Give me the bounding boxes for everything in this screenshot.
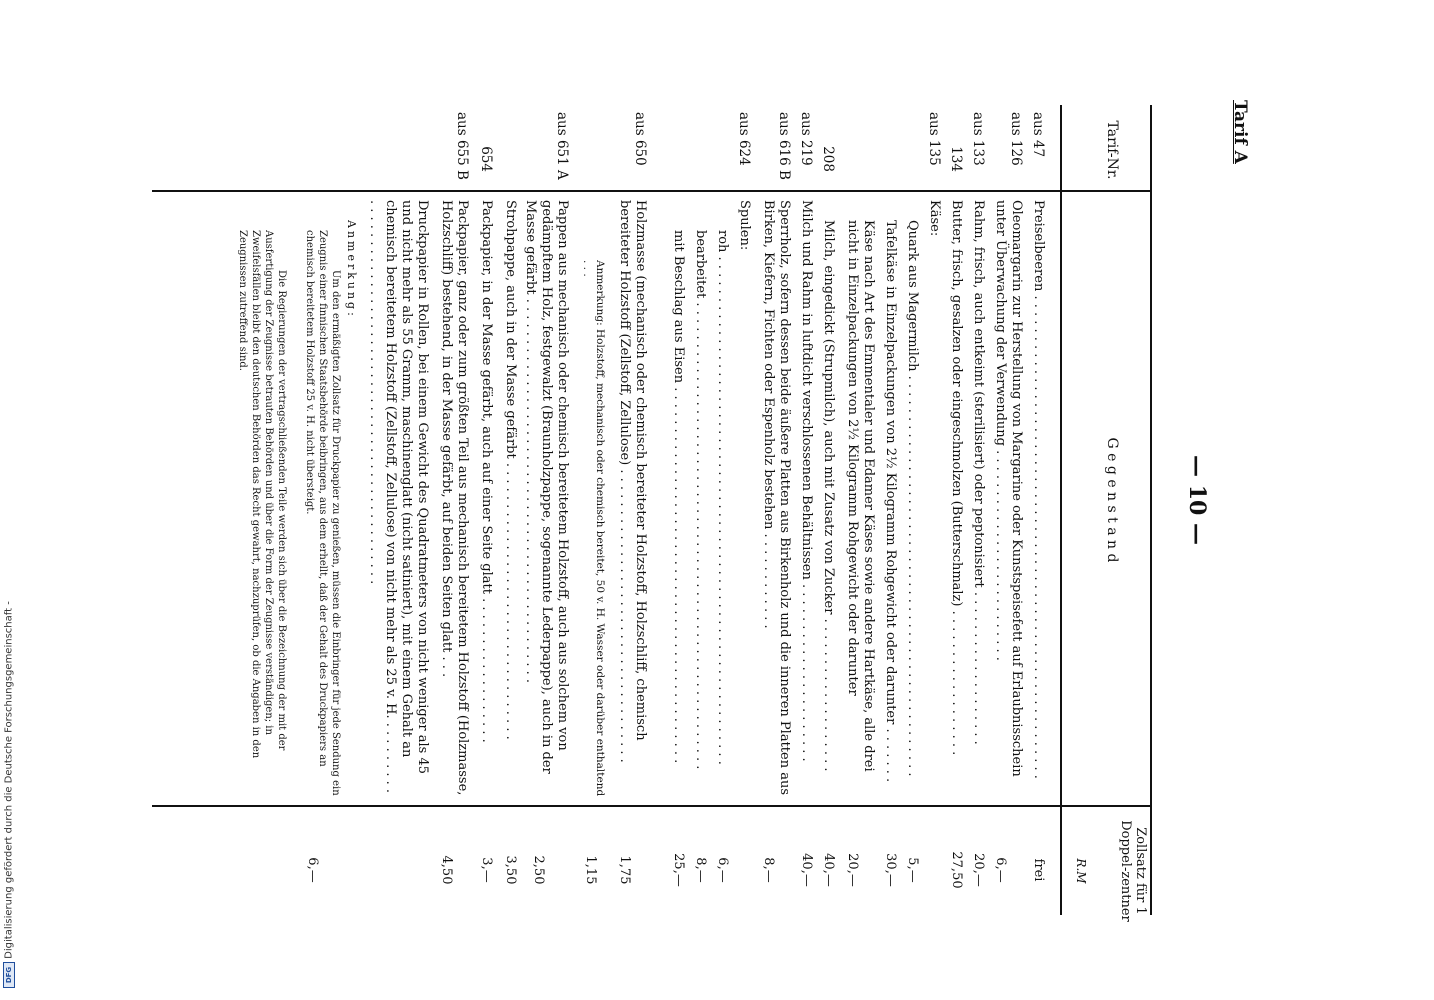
duty-value: 4,50 (439, 855, 454, 885)
tariff-nr: 208 (820, 146, 836, 172)
tariff-nr: aus 651 A (554, 112, 570, 180)
duty-value: 20,— (971, 853, 986, 887)
item-description: Milch und Rahm in luftdicht verschlossenen Behältnissen . . . . . . . . . . . . . . . . . . . . . . (799, 200, 814, 762)
page-number: — 10 — (1184, 455, 1210, 545)
tariff-nr: aus 135 (926, 112, 942, 166)
duty-value: 25,— (671, 853, 686, 887)
header-tarif-nr: Tarif-Nr. (1104, 120, 1120, 180)
item-description: Milch, eingedickt (Strupmilch), auch mit Zusatz von Zucker . . . . . . . . . . . . . . . . . . . (821, 220, 836, 772)
annotation-title: Anmerkung: (345, 220, 358, 319)
item-description: Käse: (927, 200, 942, 237)
item-description: Oleomargarin zur Herstellung von Margarine oder Kunstspeisefett auf Erlaubnisschein unter Überwachung der Verwendung . . . . . . . . . . . . . . . . . . . . . . . . . . (993, 200, 1024, 777)
item-description: Käse nach Art des Emmentaler und Edamer Käses sowie andere Hartkäse, alle drei nicht in Einzelpackungen von 2½ Kilogramm Rohgewicht oder darunter (845, 220, 876, 772)
duty-value: 8,— (693, 857, 708, 883)
item-description: Pappen aus mechanisch oder chemisch bereitetem Holzstoff, auch aus solchem von gedämpftem Holz, festgewalzt (Braunholzpappe, sogenannte Lederpappe), auch in der Masse gefärbt . . . . . . . . . . . . . . . . . . . . . . . . . . . . . . . . . . . . . . . . . . . . . . . (523, 200, 570, 774)
digitization-footer (2, 0, 16, 1000)
tariff-nr: aus 624 (736, 112, 752, 166)
duty-value: 8,— (761, 857, 776, 883)
duty-value: 40,— (799, 853, 814, 887)
annotation-paragraph: Die Regierungen der vertragschließenden Teile werden sich über die Bezeichnung der mit der Ausfertigung der Zeugnisse betrauten Behörden und über die Form der Zeugnisse verständigen; in Zweifelsfällen bleibt den deutschen Behörden das Recht gewahrt, nachzuprüfen, ob die Angaben in den Zeugnissen zutreffend sind. (237, 230, 287, 759)
tariff-nr: aus 650 (632, 112, 648, 166)
item-description: Butter, frisch, gesalzen oder eingeschmolzen (Butterschmalz) . . . . . . . . . . . . . . . . . . (949, 200, 964, 756)
tariff-nr: aus 133 (970, 112, 986, 166)
tariff-nr: aus 47 (1030, 112, 1046, 158)
item-description: Druckpapier in Rollen, bei einem Gewicht des Quadratmeters von nicht weniger als 45 und nicht mehr als 55 Gramm, maschinenglatt (nicht satiniert), mit einem Gehalt an chemisch bereitetem Holzstoff (Zellstoff, Zellulose) von nicht mehr als 25 v. H. . . . . . . . . . . . . . . . . . . . . . . . . . . . . . . . . . . . . . . . . . . . . . . . . . . . . . . . . (367, 200, 430, 794)
item-description: Strohpappe, auch in der Masse gefärbt . . . . . . . . . . . . . . . . . . . . . . . . . . . . . . . . . . (503, 200, 518, 740)
duty-value: 30,— (883, 853, 898, 887)
col-divider-nr (152, 190, 1152, 192)
tariff-nr: aus 219 (798, 112, 814, 166)
duty-value: 27,50 (949, 851, 964, 889)
tariff-nr: aus 616 B (776, 112, 792, 180)
item-description: bearbeitet . . . . . . . . . . . . . . . . . . . . . . . . . . . . . . . . . . . . . . . . . . . . . . . . . . . . . . . . . (693, 230, 708, 770)
tariff-nr: 654 (478, 146, 494, 172)
header-duty-unit: R.M (1074, 858, 1088, 884)
duty-value: 6,— (993, 857, 1008, 883)
tarif-title: Tarif A (1230, 100, 1250, 164)
table-top-rule (1150, 105, 1152, 915)
item-description: Tafelkäse in Einzelpackungen von 2½ Kilogramm Rohgewicht oder darunter . . . . . . . (883, 220, 898, 783)
tariff-nr: 134 (948, 146, 964, 172)
item-description: mit Beschlag aus Eisen . . . . . . . . . . . . . . . . . . . . . . . . . . . . . . . . . . . . . . . . . . . . . . (671, 230, 686, 764)
header-duty: Zollsatz für 1 Doppel-zentner (1118, 820, 1148, 922)
item-description: Packpapier, in der Masse gefärbt, auch auf einer Seite glatt . . . . . . . . . . . . . . . . . . (479, 200, 494, 743)
tariff-page (120, 0, 1260, 1000)
duty-value: 3,— (479, 857, 494, 883)
duty-value: 6,— (305, 857, 320, 883)
tariff-nr: aus 655 B (454, 112, 470, 180)
duty-value: frei (1031, 858, 1046, 882)
item-description: Spulen: (737, 200, 752, 251)
duty-value: 2,50 (531, 855, 546, 885)
col-divider-duty (152, 805, 1152, 807)
tariff-nr: aus 126 (1008, 112, 1024, 166)
duty-value: 20,— (845, 853, 860, 887)
duty-value: 1,15 (583, 855, 598, 885)
item-description: Sperrholz, sofern dessen beide äußere Platten aus Birkenholz und die inneren Platten aus Birken, Kiefern, Fichten oder Espenholz bestehen . . . . . . . . . . . . (761, 200, 792, 796)
dfg-logo-text: DFG (5, 966, 13, 984)
item-description: Quark aus Magermilch . . . . . . . . . . . . . . . . . . . . . . . . . . . . . . . . . . . . . . . . . . . . . . . . . (905, 220, 920, 777)
duty-value: 40,— (821, 853, 836, 887)
duty-value: 3,50 (503, 855, 518, 885)
item-description: Packpapier, ganz oder zum größten Teil aus mechanisch bereitetem Holzstoff (Holzmasse, Holzschliff) bestehend, in der Masse gefärbt, auf beiden Seiten glatt . . . (439, 200, 470, 796)
item-description: Holzmasse (mechanisch oder chemisch bereiteter Holzstoff, Holzschliff, chemisch bereiteter Holzstoff (Zellstoff, Zellulose) . . . . . . . . . . . . . . . . . . . . . . . . . . . . . . . . . . . . (617, 200, 648, 763)
duty-value: 6,— (715, 857, 730, 883)
footer-text: Digitalisierung gefördert durch die Deutsche Forschungsgemeinschaft - (3, 601, 15, 959)
header-bottom-rule (1060, 105, 1062, 915)
annotation-paragraph: Um den ermäßigten Zollsatz für Druckpapier zu genießen, müssen die Einbringer für jede Sendung ein Zeugnis einer finnischen Staatsbehörde beibringen, aus dem erhellt, daß der Gehalt des Druckpapiers an chemisch bereitetem Holzstoff 25 v. H. nicht übersteigt. (304, 230, 341, 796)
dfg-logo (3, 962, 15, 988)
item-description: Preiselbeeren . . . . . . . . . . . . . . . . . . . . . . . . . . . . . . . . . . . . . . . . . . . . . . . . . . . . . . . . . . . (1031, 200, 1046, 779)
header-gegenstand: G e g e n s t a n d (1104, 437, 1120, 563)
item-description: roh . . . . . . . . . . . . . . . . . . . . . . . . . . . . . . . . . . . . . . . . . . . . . . . . . . . . . . . . . . . . . . (715, 230, 730, 765)
annotation-holzstoff: Anmerkung: Holzstoff, mechanisch oder chemisch bereitet, 50 v. H. Wasser oder darüber enthaltend . . . (581, 260, 606, 797)
item-description: Rahm, frisch, auch entkeimt (sterilisiert) oder peptonisiert . . . . . . . . . . . . . . . . . . . (971, 200, 986, 745)
duty-value: 1,75 (617, 855, 632, 885)
duty-value: 5,— (905, 857, 920, 883)
